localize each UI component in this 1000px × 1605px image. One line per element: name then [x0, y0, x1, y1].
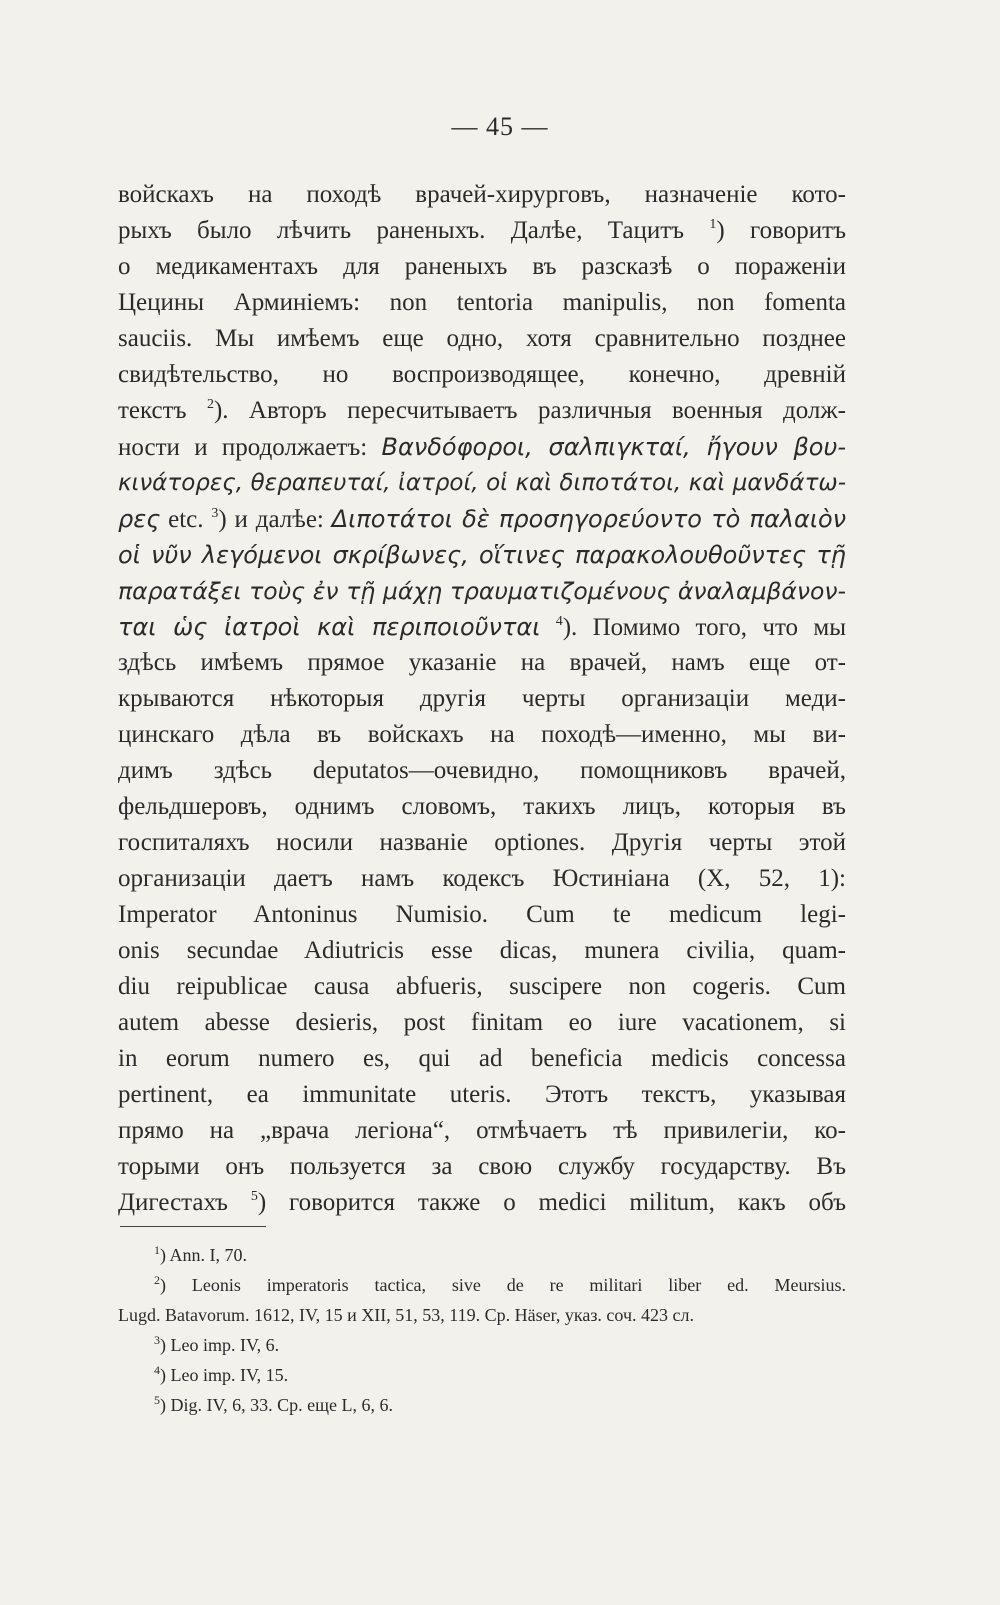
footnote-1: [118, 1240, 846, 1270]
text-line-25: [118, 1041, 846, 1077]
footnotes: [118, 1240, 846, 1420]
footnote-text: ) Leo imp. IV, 6.: [160, 1335, 280, 1355]
text-line-3: [118, 249, 846, 285]
footnote-2: [118, 1270, 846, 1300]
text-line-21: [118, 897, 846, 933]
footnote-ref-4: 4: [555, 614, 563, 629]
text-segment: autem abesse desieris, post finitam eo iure vacationem, si: [118, 1009, 846, 1036]
greek-quote: ται ὡς ἰατροὶ καὶ περιποιοῦνται: [118, 613, 541, 641]
text-segment: ности и продолжаетъ:: [118, 434, 368, 461]
text-segment: здѣсь имѣемъ прямое указаніе на врачей, намъ еще от-: [118, 649, 846, 676]
greek-quote: Βανδόφοροι, σαλπιγκταί, ἤγουν βου-: [381, 433, 846, 461]
text-line-26: [118, 1077, 846, 1113]
text-line-6: [118, 357, 846, 393]
text-segment: ) и далѣе:: [218, 506, 324, 533]
text-line-1: [118, 177, 846, 213]
text-line-11: [118, 537, 846, 573]
text-segment: рыхъ было лѣчить раненыхъ. Далѣе, Тацитъ: [118, 217, 685, 244]
text-segment: ). Помимо того, что мы: [562, 614, 846, 641]
text-segment: димъ здѣсь deputatos—очевидно, помощниковъ врачей,: [118, 757, 846, 784]
text-line-16: [118, 717, 846, 753]
text-segment: организаціи даетъ намъ кодексъ Юстиніана (X, 52, 1):: [118, 865, 846, 892]
text-line-4: [118, 285, 846, 321]
text-line-18: [118, 789, 846, 825]
footnote-4: [118, 1360, 846, 1390]
text-segment: pertinent, ea immunitate uteris. Этотъ текстъ, указывая: [118, 1081, 846, 1108]
footnote-5: [118, 1390, 846, 1420]
greek-quote: παρατάξει τοὺς ἐν τῇ μάχῃ τραυματιζομένους ἀναλαμβάνον-: [118, 577, 846, 605]
greek-quote: κινάτορες, θεραπευταί, ἰατροί, οἱ καὶ διποτάτοι, καὶ μανδάτω-: [118, 470, 846, 496]
text-segment: госпиталяхъ носили названіе optiones. Другія черты этой: [118, 829, 846, 856]
text-segment: etc.: [168, 506, 204, 533]
footnote-ref-2: 2: [206, 397, 214, 412]
text-line-22: [118, 933, 846, 969]
text-segment: Дигестахъ: [118, 1189, 228, 1216]
text-line-5: [118, 321, 846, 357]
text-line-14: [118, 645, 846, 681]
text-segment: прямо на „врача легіона“, отмѣчаетъ тѣ привилегіи, ко-: [118, 1117, 846, 1144]
footnote-marker: 3: [154, 1333, 160, 1347]
text-segment: sauciis. Мы имѣемъ еще одно, хотя сравнительно позднее: [118, 325, 846, 352]
text-segment: in eorum numero es, qui ad beneficia medicis concessa: [118, 1045, 846, 1072]
text-line-23: [118, 969, 846, 1005]
text-segment: цинскаго дѣла въ войскахъ на походѣ—именно, мы ви-: [118, 721, 846, 748]
text-line-2: [118, 213, 846, 249]
greek-quote: ρες: [118, 505, 161, 533]
text-segment: diu reipublicae causa abfueris, suscipere non cogeris. Cum: [118, 973, 846, 1000]
footnote-divider: [120, 1226, 266, 1227]
text-line-12: [118, 573, 846, 609]
footnote-ref-5: 5: [250, 1189, 258, 1204]
text-line-20: [118, 861, 846, 897]
footnote-text: ) Leo imp. IV, 15.: [160, 1365, 289, 1385]
footnote-marker: 5: [154, 1393, 160, 1407]
footnote-marker: 4: [154, 1363, 160, 1377]
text-segment: ) говорится также о medici militum, какъ объ: [257, 1189, 846, 1216]
text-line-29: [118, 1185, 846, 1221]
text-line-28: [118, 1149, 846, 1185]
text-segment: фельдшеровъ, однимъ словомъ, такихъ лицъ, которыя въ: [118, 793, 846, 820]
text-segment: Цецины Арминіемъ: non tentoria manipulis, non fomenta: [118, 289, 846, 316]
footnote-2-continued: [118, 1300, 846, 1330]
greek-quote: οἱ νῦν λεγόμενοι σκρίβωνες, οἵτινες παρακολουθοῦντες τῇ: [118, 541, 846, 569]
text-line-15: [118, 681, 846, 717]
text-line-10: [118, 501, 846, 537]
footnote-marker: 1: [154, 1243, 160, 1257]
text-segment: войскахъ на походѣ врачей-хирурговъ, назначеніе кото-: [118, 181, 846, 208]
text-segment: ) говоритъ: [716, 217, 846, 244]
text-segment: свидѣтельство, но воспроизводящее, конечно, древній: [118, 361, 846, 388]
text-segment: крываются нѣкоторыя другія черты организаціи меди-: [118, 685, 846, 712]
text-segment: ). Авторъ пересчитываетъ различныя военныя долж-: [213, 397, 846, 424]
text-line-9: [118, 465, 846, 501]
text-line-24: [118, 1005, 846, 1041]
text-line-7: [118, 393, 846, 429]
text-line-8: [118, 429, 846, 465]
greek-quote: Διποτάτοι δὲ προσηγορεύοντο τὸ παλαιὸν: [331, 505, 846, 533]
footnote-ref-3: 3: [211, 506, 219, 521]
text-line-17: [118, 753, 846, 789]
footnote-ref-1: 1: [709, 217, 717, 232]
footnote-3: [118, 1330, 846, 1360]
text-line-27: [118, 1113, 846, 1149]
footnote-text: Lugd. Batavorum. 1612, IV, 15 и XII, 51, 53, 119. Ср. Häser, указ. соч. 423 сл.: [118, 1305, 694, 1325]
footnote-marker: 2: [154, 1273, 160, 1287]
text-line-13: [118, 609, 846, 645]
footnote-text: ) Leonis imperatoris tactica, sive de re militari liber ed. Meursius.: [160, 1275, 846, 1295]
page-number: — 45 —: [451, 112, 549, 141]
footnote-text: ) Dig. IV, 6, 33. Ср. еще L, 6, 6.: [160, 1395, 394, 1415]
footnote-text: ) Ann. I, 70.: [160, 1245, 247, 1265]
text-line-19: [118, 825, 846, 861]
text-segment: о медикаментахъ для раненыхъ въ разсказѣ о пораженіи: [118, 253, 846, 280]
text-segment: onis secundae Adiutricis esse dicas, munera civilia, quam-: [118, 937, 846, 964]
text-segment: Imperator Antoninus Numisio. Cum te medicum legi-: [118, 901, 846, 928]
main-text: [118, 177, 846, 1221]
text-segment: текстъ: [118, 397, 187, 424]
text-segment: торыми онъ пользуется за свою службу государству. Въ: [118, 1153, 846, 1180]
